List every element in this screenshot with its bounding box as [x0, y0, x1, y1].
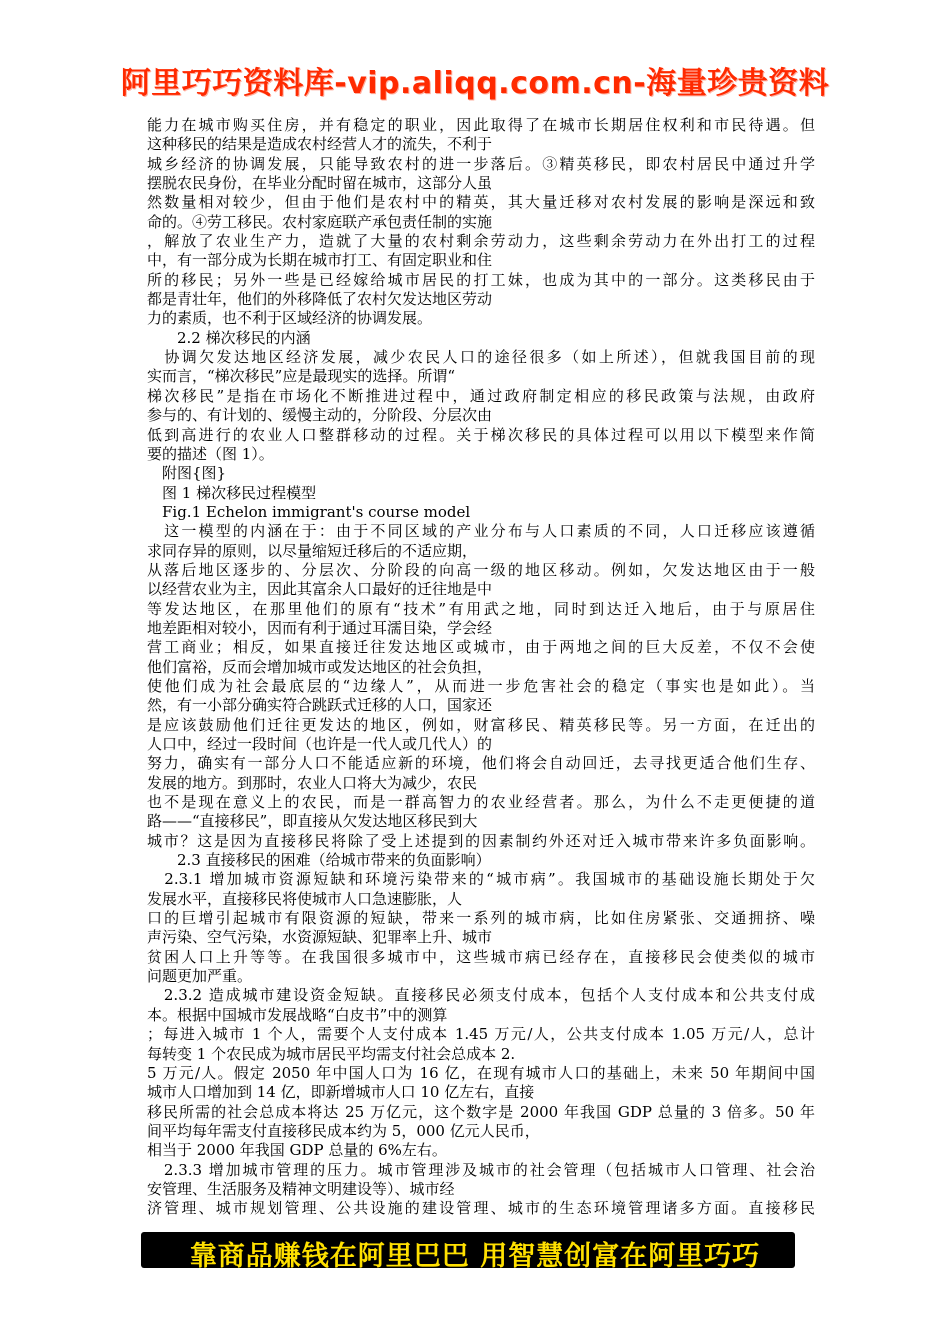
text-line: 人口中，经过一段时间（也许是一代人或几代人）的	[147, 735, 493, 753]
text-line: 低到高进行的农业人口整群移动的过程。关于梯次移民的具体过程可以用以下模型来作简	[147, 425, 815, 444]
text-line: 城市人口增加到 14 亿，即新增城市人口 10 亿左右，直接	[147, 1083, 535, 1102]
text-line: 都是青壮年，他们的外移降低了农村欠发达地区劳动	[147, 290, 493, 309]
text-line: 所的移民；另外一些是已经嫁给城市居民的打工妹，也成为其中的一部分。这类移民由于	[147, 270, 815, 289]
text-line: 发展的地方。到那时，农业人口将大为减少，农民	[147, 773, 478, 792]
text-line: 城市？这是因为直接移民将除了受上述提到的因素制约外还对迁入城市带来许多负面影响。	[147, 831, 815, 850]
text-line: 本。根据中国城市发展战略“白皮书”中的测算	[147, 1005, 448, 1024]
text-line: 然，有一小部分确实符合跳跃式迁移的人口，国家还	[147, 696, 493, 715]
text-line: 地差距相对较小，因而有利于通过耳濡目染，学会经	[147, 618, 493, 637]
text-line: 声污染、空气污染，水资源短缺、犯罪率上升、城市	[147, 928, 493, 947]
text-line: 间平均每年需支付直接移民成本约为 5，000 亿元人民币，	[147, 1121, 540, 1140]
text-line: 他们富裕，反而会增加城市或发达地区的社会负担，	[147, 657, 493, 676]
text-line: 2.3 直接移民的困难（给城市带来的负面影响）	[147, 851, 491, 870]
text-line: 力的素质，也不利于区域经济的协调发展。	[147, 309, 433, 328]
text-line: 图 1 梯次移民过程模型	[147, 483, 317, 502]
text-line: 使他们成为社会最底层的“边缘人”，从而进一步危害社会的稳定（事实也是如此）。当	[147, 676, 815, 695]
text-line: 移民所需的社会总成本将达 25 万亿元，这个数字是 2000 年我国 GDP 总量的 3 倍多。50 年	[147, 1102, 815, 1121]
text-line: 相当于 2000 年我国 GDP 总量的 6%左右。	[147, 1141, 447, 1160]
document-body	[147, 116, 815, 1219]
text-line: 2.3.2 造成城市建设资金短缺。直接移民必须支付成本，包括个人支付成本和公共支付成	[147, 986, 815, 1005]
text-line: 口的巨增引起城市有限资源的短缺，带来一系列的城市病，比如住房紧张、交通拥挤、噪	[147, 909, 815, 928]
text-line: 2.2 梯次移民的内涵	[147, 328, 311, 347]
text-line: 参与的、有计划的、缓慢主动的，分阶段、分层次由	[147, 406, 493, 425]
text-line: 5 万元/人。假定 2050 年中国人口为 16 亿，在现有城市人口的基础上，未来 50 年期间中国	[147, 1063, 815, 1082]
footer-banner: 靠商品赚钱在阿里巴巴 用智慧创富在阿里巧巧	[189, 1241, 761, 1272]
text-line: 梯次移民”是指在市场化不断推进过程中，通过政府制定相应的移民政策与法规，由政府	[147, 386, 815, 405]
text-line: 能力在城市购买住房，并有稳定的职业，因此取得了在城市长期居住权利和市民待遇。但	[147, 116, 815, 134]
text-line: 然数量相对较少，但由于他们是农村中的精英，其大量迁移对农村发展的影响是深远和致	[147, 193, 815, 212]
text-line: 问题更加严重。	[147, 967, 253, 986]
text-line: 贫困人口上升等等。在我国很多城市中，这些城市病已经存在，直接移民会使类似的城市	[147, 947, 815, 966]
text-line: 努力，确实有一部分人口不能适应新的环境，他们将会自动回迁，去寻找更适合他们生存、	[147, 754, 815, 773]
text-line: 实而言，“梯次移民”应是最现实的选择。所谓“	[147, 367, 456, 386]
text-line: 要的描述（图 1）。	[147, 444, 274, 463]
header-banner: 阿里巧巧资料库-vip.aliqq.com.cn-海量珍贵资料	[120, 66, 830, 101]
text-line: 协调欠发达地区经济发展，减少农民人口的途径很多（如上所述），但就我国目前的现	[147, 348, 815, 367]
text-line: 是应该鼓励他们迁往更发达的地区，例如，财富移民、精英移民等。另一方面，在迁出的	[147, 715, 815, 734]
text-line: 城乡经济的协调发展，只能导致农村的进一步落后。③精英移民，即农村居民中通过升学	[147, 154, 815, 173]
text-line: 发展水平，直接移民将使城市人口急速膨胀，人	[147, 889, 463, 908]
text-line: ；每进入城市 1 个人，需要个人支付成本 1.45 万元/人，公共支付成本 1.05 万元/人，总计	[147, 1025, 815, 1044]
text-line: 路——“直接移民”，即直接从欠发达地区移民到大	[147, 812, 478, 831]
text-line: ，解放了农业生产力，造就了大量的农村剩余劳动力，这些剩余劳动力在外出打工的过程	[147, 232, 815, 251]
text-line: 安管理、生活服务及精神文明建设等）、城市经	[147, 1179, 455, 1198]
text-line: 济管理、城市规划管理、公共设施的建设管理、城市的生态环境管理诸多方面。直接移民	[147, 1199, 815, 1218]
text-line: 营工商业；相反，如果直接迁往发达地区或城市，由于两地之间的巨大反差，不仅不会使	[147, 638, 815, 657]
text-line: 中，有一部分成为长期在城市打工、有固定职业和住	[147, 251, 493, 270]
text-line: 以经营农业为主，因此其富余人口最好的迁往地是中	[147, 580, 493, 599]
text-line: 这一模型的内涵在于：由于不同区域的产业分布与人口素质的不同，人口迁移应该遵循	[147, 522, 815, 541]
text-line: 也不是现在意义上的农民，而是一群高智力的农业经营者。那么，为什么不走更便捷的道	[147, 793, 815, 812]
text-line: 从落后地区逐步的、分层次、分阶段的向高一级的地区移动。例如，欠发达地区由于一般	[147, 560, 815, 579]
text-line: 摆脱农民身份，在毕业分配时留在城市，这部分人虽	[147, 174, 493, 193]
text-line: 命的。④劳工移民。农村家庭联产承包责任制的实施	[147, 212, 493, 231]
text-line: 等发达地区，在那里他们的原有“技术”有用武之地，同时到达迁入地后，由于与原居住	[147, 599, 815, 618]
text-line: 2.3.1 增加城市资源短缺和环境污染带来的“城市病”。我国城市的基础设施长期处于欠	[147, 870, 815, 889]
text-line: 2.3.3 增加城市管理的压力。城市管理涉及城市的社会管理（包括城市人口管理、社会治	[147, 1160, 815, 1179]
text-line: Fig.1 Echelon immigrant's course model	[147, 502, 471, 521]
text-line: 求同存异的原则，以尽量缩短迁移后的不适应期，	[147, 541, 478, 560]
text-line: 每转变 1 个农民成为城市居民平均需支付社会总成本 2.	[147, 1044, 516, 1063]
text-line: 附图{图}	[147, 464, 227, 483]
text-line: 这种移民的结果是造成农村经营人才的流失，不利于	[147, 135, 493, 154]
